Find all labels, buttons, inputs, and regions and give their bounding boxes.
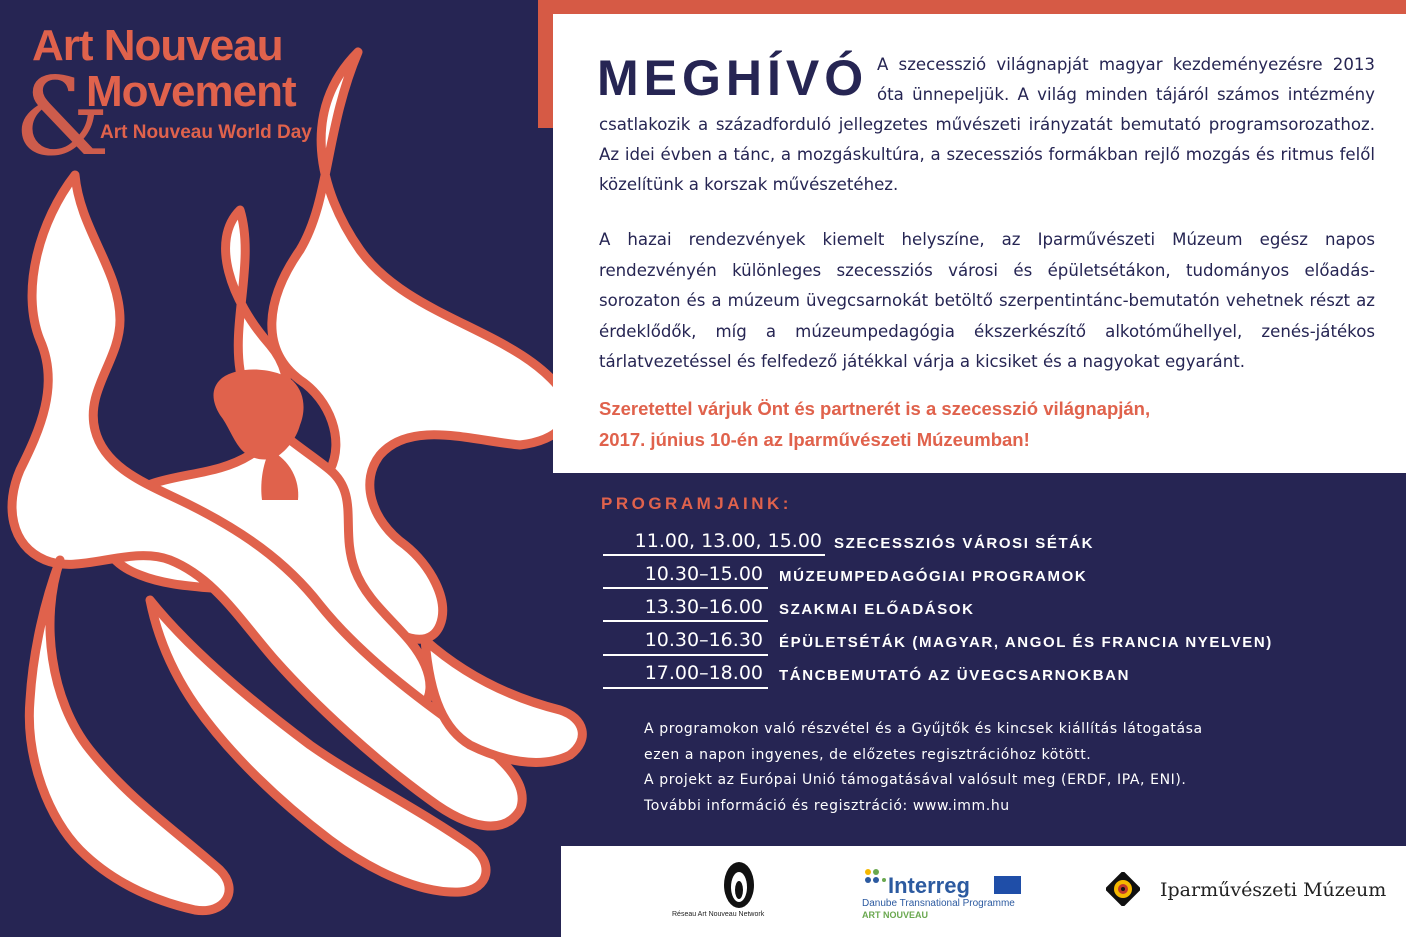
program-name: SZAKMAI ELŐADÁSOK [779,601,975,618]
welcome-line-1: Szeretettel várjuk Önt és partnerét is a szecesszió világnapján, [599,398,1151,419]
accent-bar-top [538,0,1406,14]
brand-line-2: Movement [86,67,296,116]
brand-subtitle: Art Nouveau World Day [100,122,312,143]
program-time: 10.30–16.30 [644,629,763,651]
museum-logo-name: Iparművészeti Múzeum [1160,879,1387,901]
interreg-logo-project: ART NOUVEAU [862,910,929,920]
interreg-logo-subtitle: Danube Transnational Programme [862,898,1015,909]
brand-ampersand: & [14,55,111,180]
info-line: A programokon való részvétel és a Gyűjtők és kincsek kiállítás látogatása [644,721,1203,737]
info-block [644,717,1203,819]
program-name: TÁNCBEMUTATÓ AZ ÜVEGCSARNOKBAN [779,667,1131,684]
invitation-welcome [599,393,1379,455]
welcome-line-2: 2017. június 10-én az Iparművészeti Múzeumban! [599,429,1030,450]
accent-bar-left [538,0,553,128]
brand-line-1: Art Nouveau [32,21,283,70]
program-time: 17.00–18.00 [644,662,763,684]
interreg-dots-icon [862,866,888,892]
program-name: SZECESSZIÓS VÁROSI SÉTÁK [834,535,1095,552]
eu-flag-icon [994,876,1021,894]
ran-logo-icon [722,860,756,910]
programs-title: PROGRAMJAINK: [601,494,792,513]
program-divider [603,654,768,656]
program-time: 10.30–15.00 [644,563,763,585]
program-name: ÉPÜLETSÉTÁK (MAGYAR, ANGOL ÉS FRANCIA NYELVEN) [779,634,1273,651]
program-time: 13.30–16.00 [644,596,763,618]
program-name: MÚZEUMPEDAGÓGIAI PROGRAMOK [779,568,1088,585]
invitation-intro-text: A szecesszió világnapját magyar kezdeményezésre 2013 óta ünnepeljük. A világ minden tájáról számos intézmény csatlakozik a századforduló jellegzetes művészeti irányzatát bemutató programsorozathoz. Az idei évben a tánc, a mozgáskultúra, a szecessziós formákban rejlő mozgás és ritmus felől közelítünk a korszak művészetéhez. [599,55,1375,194]
interreg-logo-word: Interreg [888,873,970,898]
info-line: További információ és regisztráció: www.imm.hu [644,797,1010,814]
info-line: A projekt az Európai Unió támogatásával valósult meg (ERDF, IPA, ENI). [644,772,1187,788]
program-divider [603,687,768,689]
program-divider [603,554,825,556]
program-divider [603,587,768,589]
museum-emblem-icon [1106,872,1140,906]
ran-logo-caption: Réseau Art Nouveau Network [672,911,765,918]
program-time: 11.00, 13.00, 15.00 [634,530,822,552]
program-divider [603,620,768,622]
invitation-venues: A hazai rendezvények kiemelt helyszíne, az Iparművészeti Múzeum egész napos rendezvényén különleges szecessziós városi és épületsétákon, tudományos előadás-sorozaton és a múzeum üvegcsarnokát betöltő szerpentintánc-bemutatón vehetnek részt az érdeklődők, míg a múzeumpedagógia ékszerkészítő alkotóműhellyel, zenés-játékos tárlatvezetéssel és felfedező játékkal várja a kicsiket és a nagyokat egyaránt. [599,230,1375,371]
invitation-title: MEGHÍVÓ [597,50,869,106]
info-line: ezen a napon ingyenes, de előzetes regisztrációhoz kötött. [644,746,1092,763]
invitation-intro [599,50,1375,200]
